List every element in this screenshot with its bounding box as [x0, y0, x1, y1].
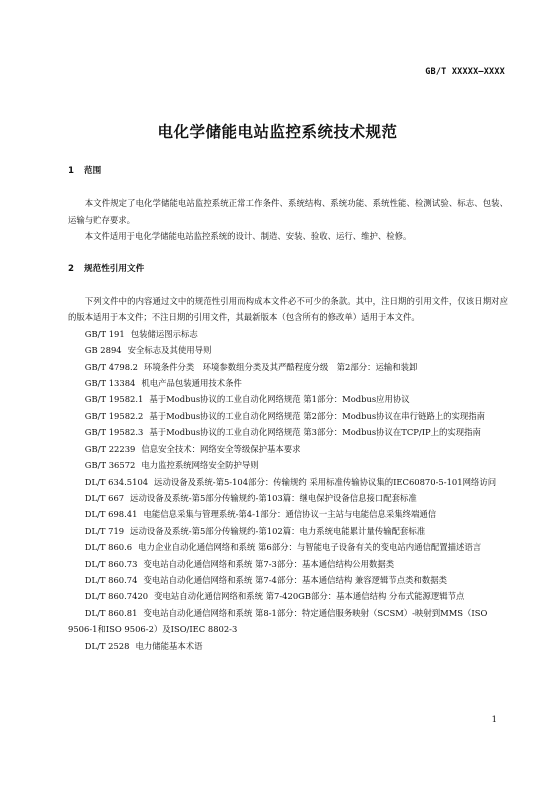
reference-item [68, 539, 508, 555]
document-title: 电化学储能电站监控系统技术规范 [157, 123, 398, 141]
reference-title: 电能信息采集与管理系统-第4-1部分：通信协议一主站与电能信息采集终端通信 [143, 509, 437, 520]
reference-item [68, 506, 508, 522]
reference-code: GB/T 22239 [84, 443, 136, 454]
reference-item [68, 391, 508, 407]
section-title: 规范性引用文件 [84, 263, 145, 274]
reference-title: 基于Modbus协议的工业自动化网络规范 第3部分：Modbus协议在TCP/IP上的实现指南 [149, 427, 481, 438]
reference-title: 变电站自动化通信网络和系统 第8-1部分：特定通信服务映射（SCSM）-映射到MMS（ISO 9506-1和ISO 9506-2）及ISO/IEC 8802-3 [68, 607, 488, 635]
reference-title: 远动设备及系统-第5部分传输规约-第103篇：继电保护设备信息接口配套标准 [130, 492, 417, 503]
reference-title: 变电站自动化通信网络和系统 第7-420GB部分：基本通信结构 分布式能源逻辑节点 [154, 591, 465, 602]
document-body [68, 163, 508, 654]
reference-title: 变电站自动化通信网络和系统 第7-3部分：基本通信结构公用数据类 [143, 558, 395, 569]
reference-code: GB/T 19582.3 [84, 427, 144, 438]
reference-item [68, 605, 508, 638]
scope-paragraph: 本文件适用于电化学储能电站监控系统的设计、制造、安装、验收、运行、维护、检修。 [84, 231, 412, 242]
reference-item [68, 474, 508, 490]
reference-code: GB/T 4798.2 [84, 361, 139, 372]
reference-code: GB/T 19582.2 [84, 410, 144, 421]
section-heading-normative-references [68, 261, 508, 277]
reference-title: 机电产品包装通用技术条件 [141, 378, 242, 389]
reference-item [68, 342, 508, 358]
reference-item [68, 375, 508, 391]
section-heading-scope [68, 163, 508, 179]
reference-title: 电力储能基本术语 [135, 640, 203, 651]
reference-code: DL/T 860.7420 [84, 591, 149, 602]
reference-code: DL/T 698.41 [84, 509, 138, 520]
reference-title: 远动设备及系统-第5-104部分：传输规约 采用标准传输协议集的IEC60870-5-101网络访问 [154, 476, 497, 487]
reference-title: 电力监控系统网络安全防护导则 [141, 460, 259, 471]
reference-title: 安全标志及其使用导则 [127, 345, 212, 356]
reference-item [68, 490, 508, 506]
reference-item [68, 572, 508, 588]
reference-code: GB/T 191 [84, 328, 125, 339]
reference-code: GB/T 19582.1 [84, 394, 144, 405]
reference-code: DL/T 860.6 [84, 542, 133, 553]
reference-code: DL/T 719 [84, 525, 125, 536]
reference-item [68, 408, 508, 424]
reference-title: 电力企业自动化通信网络和系统 第6部分：与智能电子设备有关的变电站内通信配置描述语言 [138, 542, 482, 553]
reference-title: 基于Modbus协议的工业自动化网络规范 第1部分：Modbus应用协议 [149, 394, 410, 405]
reference-item [68, 441, 508, 457]
reference-code: GB/T 13384 [84, 378, 136, 389]
reference-item [68, 326, 508, 342]
reference-code: DL/T 667 [84, 492, 125, 503]
reference-code: DL/T 860.73 [84, 558, 138, 569]
reference-title: 环境条件分类 环境参数组分类及其严酷程度分级 第2部分：运输和装卸 [144, 361, 418, 372]
reference-item [68, 588, 508, 604]
reference-title: 远动设备及系统-第5部分传输规约-第102篇：电力系统电能累计量传输配套标准 [130, 525, 426, 536]
reference-title: 包装储运图示标志 [130, 328, 198, 339]
standard-code: GB/T XXXXX—XXXX [425, 67, 505, 77]
reference-code: DL/T 860.74 [84, 574, 138, 585]
reference-code: DL/T 2528 [84, 640, 130, 651]
reference-list [68, 326, 508, 654]
reference-title: 基于Modbus协议的工业自动化网络规范 第2部分：Modbus协议在串行链路上的实现指南 [149, 410, 486, 421]
reference-item [68, 556, 508, 572]
reference-item [68, 523, 508, 539]
section-title: 范围 [84, 166, 102, 176]
reference-item [68, 359, 508, 375]
section-number: 1 [68, 166, 74, 176]
reference-title: 信息安全技术：网络安全等级保护基本要求 [141, 443, 301, 454]
scope-paragraph: 本文件规定了电化学储能电站监控系统正常工作条件、系统结构、系统功能、系统性能、检测试验、标志、包装、运输与贮存要求。 [68, 198, 508, 225]
reference-code: GB/T 36572 [84, 460, 136, 471]
reference-title: 变电站自动化通信网络和系统 第7-4部分：基本通信结构 兼容逻辑节点类和数据类 [143, 574, 448, 585]
references-intro: 下列文件中的内容通过文中的规范性引用而构成本文件必不可少的条款。其中，注日期的引用文件，仅该日期对应的版本适用于本文件；不注日期的引用文件，其最新版本（包含所有的修改单）适用于本文件。 [68, 296, 508, 323]
reference-item [68, 638, 508, 654]
reference-code: GB 2894 [84, 345, 122, 356]
section-number: 2 [68, 263, 74, 274]
page-number: 1 [491, 715, 497, 725]
reference-item [68, 457, 508, 473]
reference-item [68, 424, 508, 440]
reference-code: DL/T 860.81 [84, 607, 138, 618]
reference-code: DL/T 634.5104 [84, 476, 149, 487]
